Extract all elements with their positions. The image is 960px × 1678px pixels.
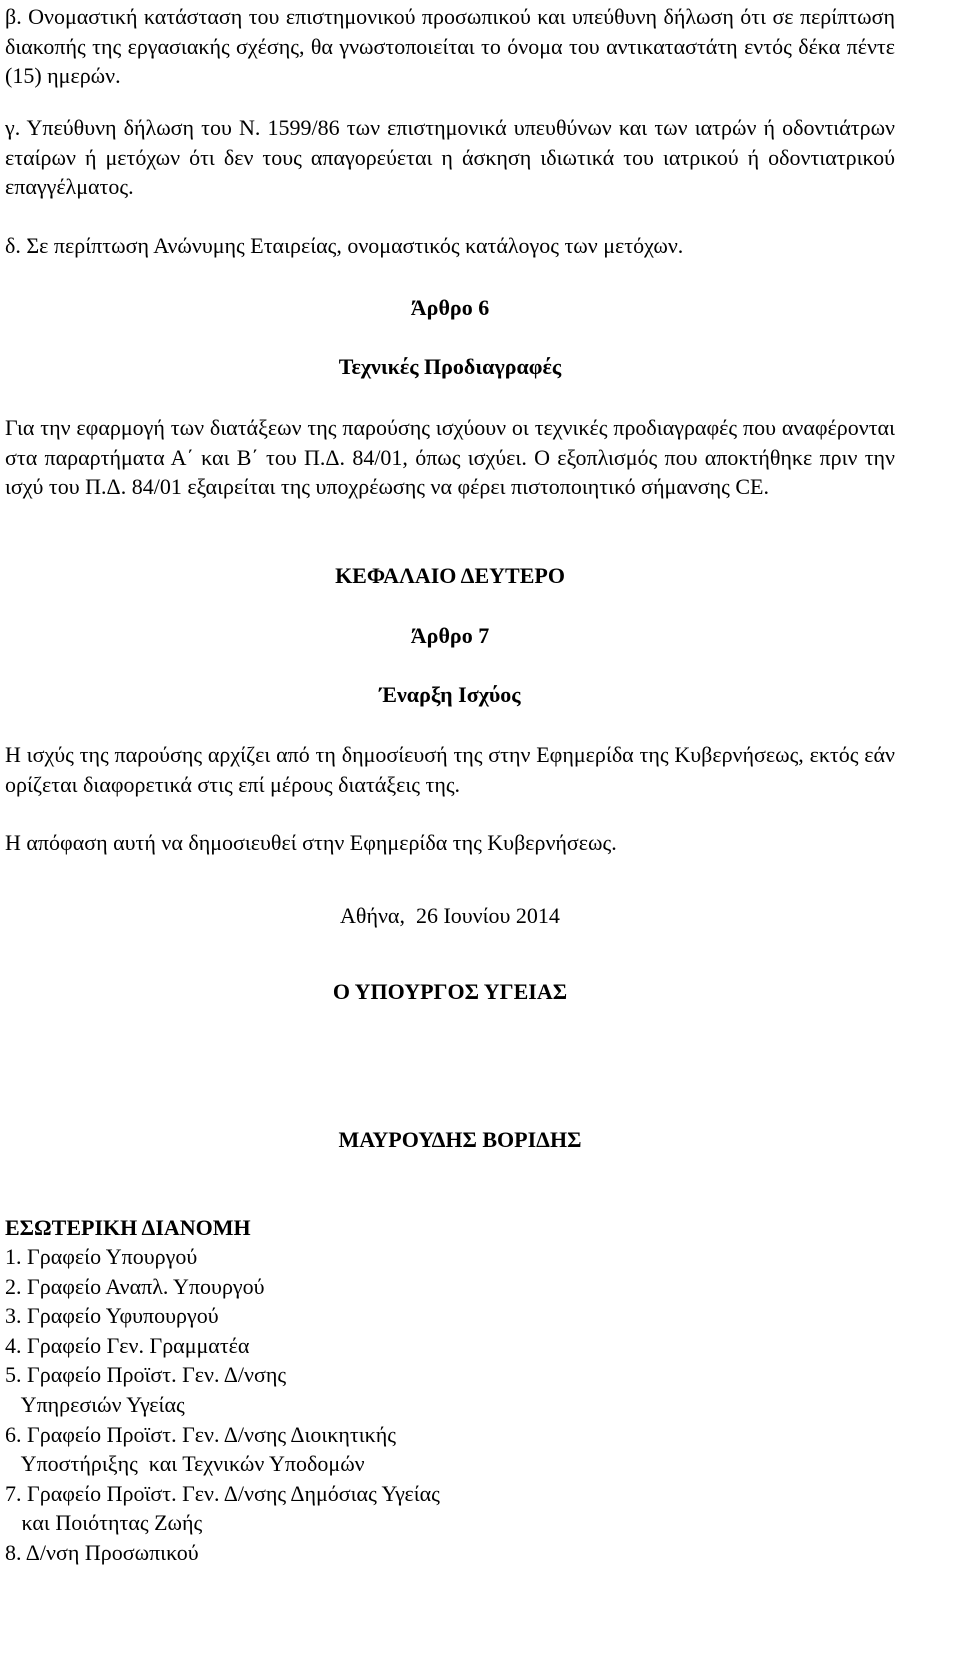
list-item: 3. Γραφείο Υφυπουργού [5,1303,219,1329]
list-item: 6. Γραφείο Προϊστ. Γεν. Δ/νσης Διοικητικής [5,1421,396,1447]
distribution-list [5,1242,895,1568]
date-line: Αθήνα, 26 Ιουνίου 2014 [340,903,560,928]
list-item: και Ποιότητας Ζωής [5,1510,203,1536]
paragraph-delta: δ. Σε περίπτωση Ανώνυμης Εταιρείας, ονομαστικός κατάλογος των μετόχων. [5,233,684,258]
distribution-heading: ΕΣΩΤΕΡΙΚΗ ΔΙΑΝΟΜΗ [5,1215,251,1240]
list-item: 7. Γραφείο Προϊστ. Γεν. Δ/νσης Δημόσιας Υγείας [5,1480,440,1506]
publication-order: Η απόφαση αυτή να δημοσιευθεί στην Εφημερίδα της Κυβερνήσεως. [5,830,617,855]
list-item: 5. Γραφείο Προϊστ. Γεν. Δ/νσης [5,1362,287,1388]
article-7-text: Η ισχύς της παρούσης αρχίζει από τη δημοσίευσή της στην Εφημερίδα της Κυβερνήσεως, εκτός εάν ορίζεται διαφορετικά στις επί μέρους διατάξεις της. [5,742,895,797]
article-7-heading: Άρθρο 7 [410,623,490,648]
article-6-text: Για την εφαρμογή των διατάξεων της παρούσης ισχύουν οι τεχνικές προδιαγραφές που αναφέρονται στα παραρτήματα Α΄ και Β΄ του Π.Δ. 84/01, όπως ισχύει. Ο εξοπλισμός που αποκτήθηκε πριν την ισχύ του Π.Δ. 84/01 εξαιρείται της υποχρέωσης να φέρει πιστοποιητικό σήμανσης CE. [5,415,895,500]
article-6-heading: Άρθρο 6 [410,295,490,320]
signatory-title: Ο ΥΠΟΥΡΓΟΣ ΥΓΕΙΑΣ [332,979,568,1004]
signatory-name: ΜΑΥΡΟΥΔΗΣ ΒΟΡΙΔΗΣ [338,1127,582,1152]
article-6-title: Τεχνικές Προδιαγραφές [338,354,562,379]
list-item: 4. Γραφείο Γεν. Γραμματέα [5,1332,250,1358]
list-item: 1. Γραφείο Υπουργού [5,1244,198,1269]
paragraph-gamma: γ. Υπεύθυνη δήλωση του Ν. 1599/86 των επιστημονικά υπευθύνων και των ιατρών ή οδοντιάτρων εταίρων ή μετόχων ότι δεν τους απαγορεύεται η άσκηση ιδιωτικά του ιατρικού ή οδοντιατρικού επαγγέλματος. [5,115,895,200]
list-item: Υπηρεσιών Υγείας [5,1391,185,1417]
chapter-heading: ΚΕΦΑΛΑΙΟ ΔΕΥΤΕΡΟ [335,563,565,588]
paragraph-beta: β. Ονομαστική κατάσταση του επιστημονικού προσωπικού και υπεύθυνη δήλωση ότι σε περίπτωση διακοπής της εργασιακής σχέσης, θα γνωστοποιείται το όνομα του αντικαταστάτη εντός δέκα πέντε (15) ημερών. [5,4,895,89]
list-item: 8. Δ/νση Προσωπικού [5,1539,199,1565]
list-item: 2. Γραφείο Αναπλ. Υπουργού [5,1273,265,1299]
article-7-title: Έναρξη Ισχύος [379,682,521,707]
list-item: Υποστήριξης και Τεχνικών Υποδομών [5,1451,365,1477]
